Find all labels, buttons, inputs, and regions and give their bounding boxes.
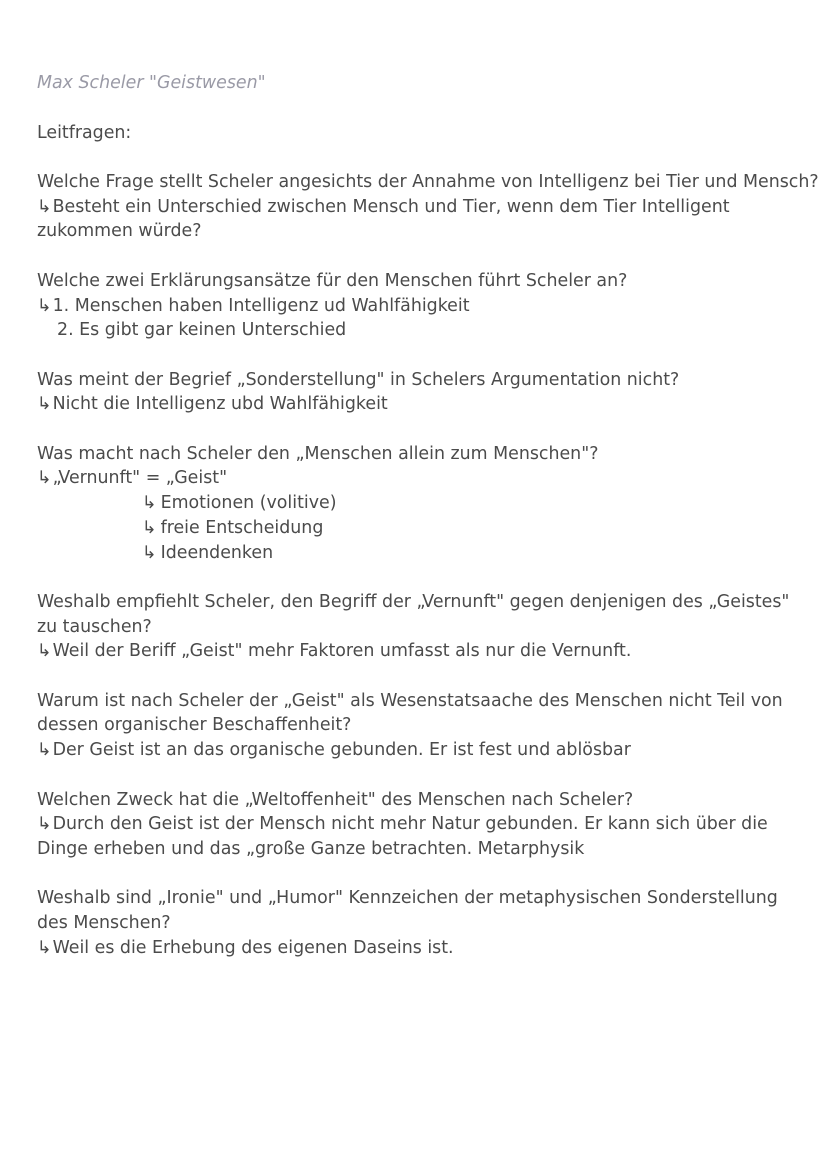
arrow-icon: ↳	[37, 641, 52, 662]
answer-5	[37, 639, 792, 664]
answer-2-1	[37, 294, 792, 319]
arrow-icon: ↳	[37, 196, 52, 217]
question-4: Was macht nach Scheler den „Menschen allein zum Menschen"?	[37, 443, 599, 464]
question-5: Weshalb empfiehlt Scheler, den Begriff der „Vernunft" gegen denjenigen des „Geistes" zu tauschen?	[37, 591, 790, 637]
answer-4-text: „Vernunft" = „Geist"	[52, 468, 228, 489]
answer-4	[37, 466, 792, 491]
answer-8-text: Weil es die Erhebung des eigenen Daseins ist.	[52, 937, 454, 958]
answer-7	[37, 812, 792, 861]
answer-2-2: 2. Es gibt gar keinen Unterschied	[57, 320, 347, 341]
answer-4-sub-1-text: Emotionen (volitive)	[160, 493, 337, 514]
arrow-icon: ↳	[37, 937, 52, 958]
question-7: Welchen Zweck hat die „Weltoffenheit" des Menschen nach Scheler?	[37, 789, 634, 810]
answer-1-text: Besteht ein Unterschied zwischen Mensch und Tier, wenn dem Tier Intelligent zukommen würde?	[37, 196, 730, 242]
answer-4-sub-2-text: freie Entscheidung	[160, 517, 324, 538]
intro-heading: Leitfragen:	[37, 122, 132, 143]
arrow-icon: ↳	[142, 517, 157, 538]
arrow-icon: ↳	[142, 493, 157, 514]
answer-4-sub-1	[37, 491, 792, 516]
answer-3-text: Nicht die Intelligenz ubd Wahlfähigkeit	[52, 394, 388, 415]
question-8: Weshalb sind „Ironie" und „Humor" Kennzeichen der metaphysischen Sonderstellung des Menschen?	[37, 888, 778, 934]
arrow-icon: ↳	[142, 542, 157, 563]
arrow-icon: ↳	[37, 740, 52, 761]
question-3: Was meint der Begrief „Sonderstellung" in Schelers Argumentation nicht?	[37, 369, 680, 390]
answer-5-text: Weil der Beriff „Geist" mehr Faktoren umfasst als nur die Vernunft.	[52, 641, 632, 662]
answer-8	[37, 936, 792, 961]
question-1: Welche Frage stellt Scheler angesichts der Annahme von Intelligenz bei Tier und Mensch?	[37, 172, 819, 193]
arrow-icon: ↳	[37, 468, 52, 489]
answer-3	[37, 392, 792, 417]
question-6: Warum ist nach Scheler der „Geist" als Wesenstatsaache des Menschen nicht Teil von dessen organischer Beschaffenheit?	[37, 690, 783, 736]
answer-4-sub-3	[37, 541, 792, 566]
question-2: Welche zwei Erklärungsansätze für den Menschen führt Scheler an?	[37, 270, 628, 291]
document-title: Max Scheler "Geistwesen"	[37, 73, 266, 93]
answer-4-sub-3-text: Ideendenken	[160, 542, 274, 563]
answer-6-text: Der Geist ist an das organische gebunden. Er ist fest und ablösbar	[52, 740, 631, 761]
answer-7-text: Durch den Geist ist der Mensch nicht mehr Natur gebunden. Er kann sich über die Dinge erheben und das „große Ganze betrachten. Metarphysik	[37, 814, 768, 859]
arrow-icon: ↳	[37, 394, 52, 415]
answer-1	[37, 195, 792, 244]
arrow-icon: ↳	[37, 814, 52, 835]
answer-6	[37, 738, 792, 763]
arrow-icon: ↳	[37, 295, 52, 316]
answer-2-1-text: 1. Menschen haben Intelligenz ud Wahlfähigkeit	[52, 295, 470, 316]
answer-4-sub-2	[37, 516, 792, 541]
